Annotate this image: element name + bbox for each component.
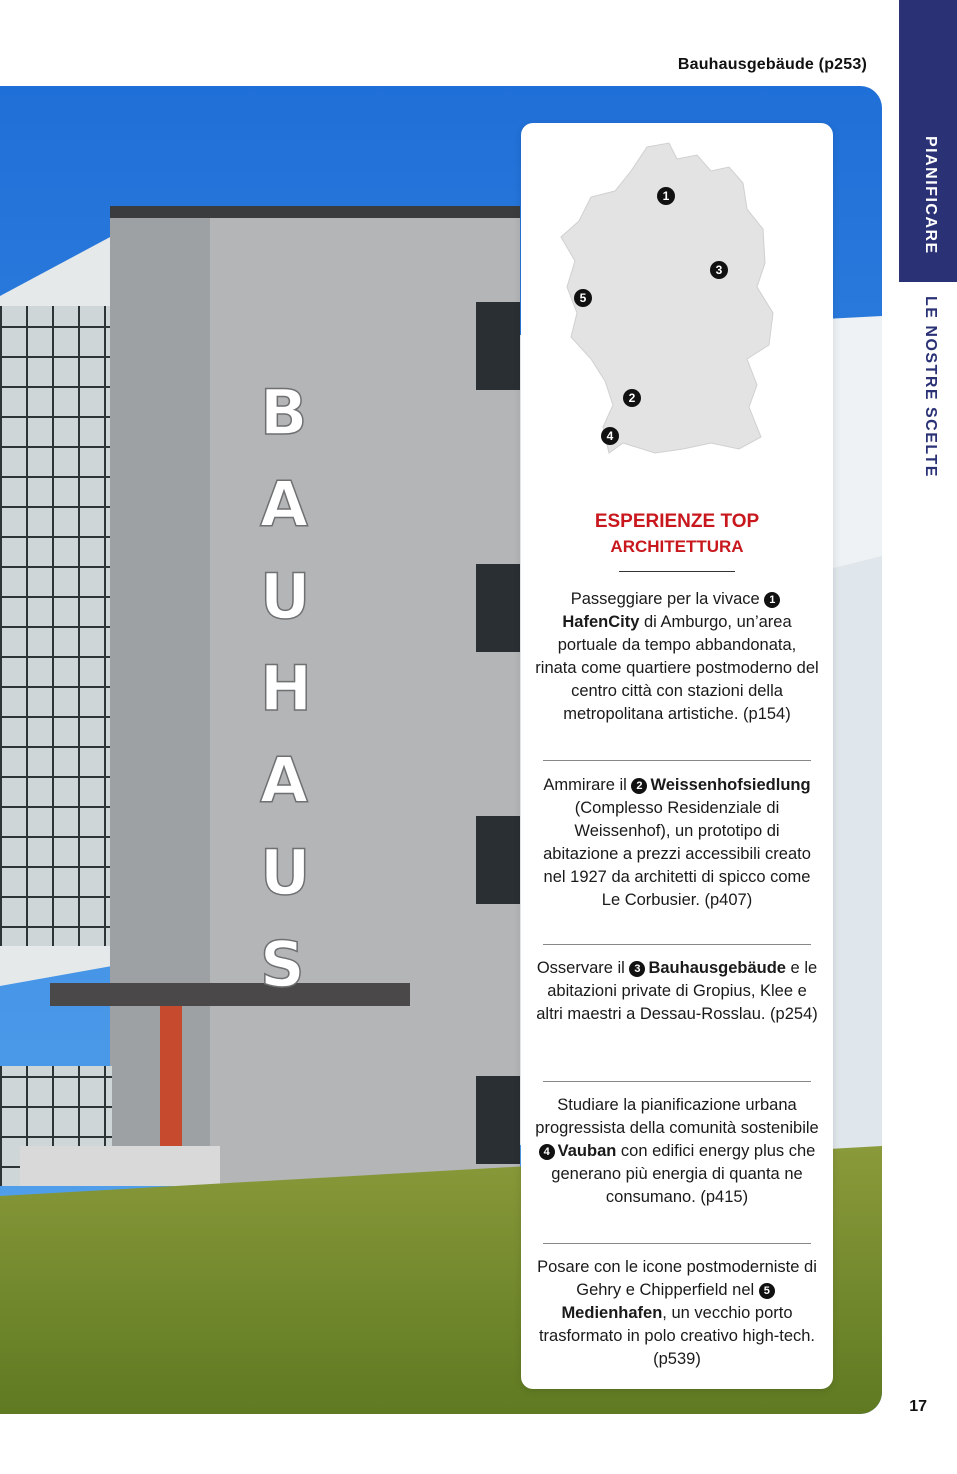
entry-divider bbox=[543, 944, 811, 945]
number-badge-icon: 1 bbox=[764, 592, 780, 608]
card-subtitle: ARCHITETTURA bbox=[610, 537, 744, 556]
place-name: Medienhafen bbox=[561, 1304, 663, 1322]
experience-entry-4: Studiare la pianificazione urbana progressista della comunità sostenibile 4 Vauban con edifici energy plus che generano più energia di quanta ne consumano. (p415) bbox=[535, 1096, 819, 1206]
section-label: LE NOSTRE SCELTE bbox=[922, 296, 939, 478]
experience-entry-5: Posare con le icone postmoderniste di Gehry e Chipperfield nel 5Medienhafen, un vecchio porto trasformato in polo creativo high-tech. (p539) bbox=[537, 1258, 817, 1368]
experience-entry-2: Ammirare il 2 Weissenhofsiedlung (Complesso Residenziale di Weissenhof), un prototipo di abitazione a prezzi accessibili creato nel 1927 da architetti di spicco come Le Corbusier. (p407) bbox=[543, 776, 811, 909]
experience-entry-3: Osservare il 3 Bauhausgebäude e le abitazioni private di Gropius, Klee e altri maestri a Dessau-Rosslau. (p254) bbox=[536, 959, 818, 1023]
entry-divider bbox=[543, 1243, 811, 1244]
map-marker-5: 5 bbox=[574, 289, 592, 307]
chapter-tab-label: PIANIFICARE bbox=[922, 136, 939, 255]
sign-letter: A bbox=[260, 744, 308, 817]
sign-letter: B bbox=[260, 376, 308, 449]
page-number: 17 bbox=[909, 1398, 927, 1415]
number-badge-icon: 2 bbox=[631, 778, 647, 794]
entry-divider bbox=[543, 760, 811, 761]
map-marker-2: 2 bbox=[623, 389, 641, 407]
sign-letter: U bbox=[260, 836, 311, 909]
heading-rule bbox=[619, 571, 735, 572]
sign-letter: H bbox=[260, 652, 312, 725]
place-name: Weissenhofsiedlung bbox=[650, 776, 811, 794]
sign-letter: S bbox=[260, 928, 305, 1001]
number-badge-icon: 5 bbox=[759, 1283, 775, 1299]
map-marker-3: 3 bbox=[710, 261, 728, 279]
map-marker-1: 1 bbox=[657, 187, 675, 205]
germany-map bbox=[551, 137, 803, 467]
place-name: Vauban bbox=[557, 1142, 617, 1160]
map-marker-4: 4 bbox=[601, 427, 619, 445]
top-experiences-card bbox=[521, 123, 833, 1389]
experience-entry-1: Passeggiare per la vivace 1HafenCity di Amburgo, un’area portuale da tempo abbandonata, rinata come quartiere postmoderno del centro città con stazioni della metropolitana artistiche. (p154) bbox=[535, 590, 819, 723]
card-title: ESPERIENZE TOP bbox=[594, 511, 760, 532]
photo-caption: Bauhausgebäude (p253) bbox=[677, 56, 867, 73]
sign-letter: A bbox=[260, 468, 308, 541]
entry-divider bbox=[543, 1081, 811, 1082]
sign-letter: U bbox=[260, 560, 311, 633]
place-name: HafenCity bbox=[562, 613, 640, 631]
place-name: Bauhausgebäude bbox=[648, 959, 786, 977]
number-badge-icon: 4 bbox=[539, 1144, 555, 1160]
number-badge-icon: 3 bbox=[629, 961, 645, 977]
